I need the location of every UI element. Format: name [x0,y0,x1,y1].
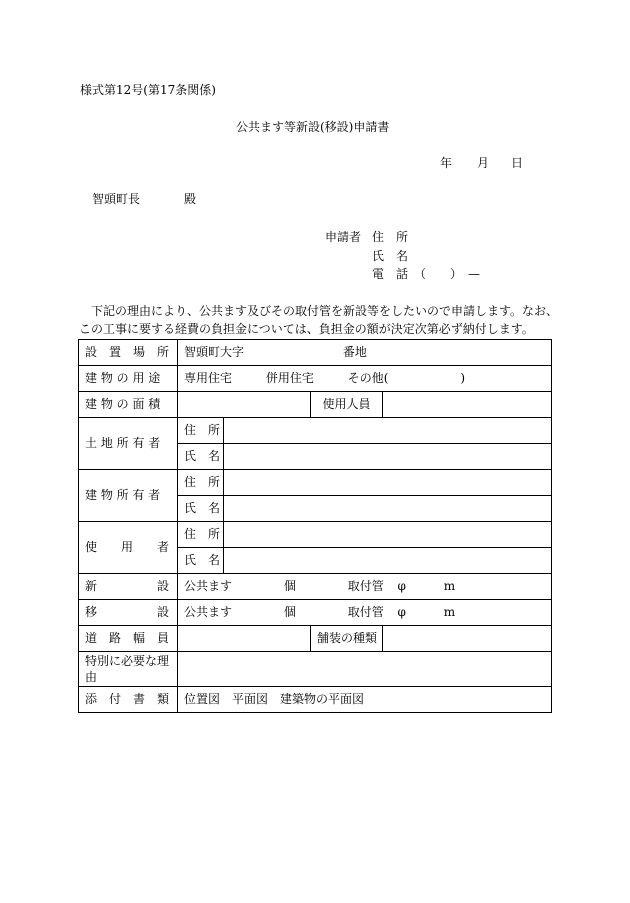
relocation-label: 移 設 [79,600,178,626]
body-text-line1: 下記の理由により、公共ます及びその取付管を新設等をしたいので申請します。なお、 [91,304,559,318]
attachments-label: 添 付 書 類 [79,687,178,713]
row-relocation [79,600,552,626]
user-address-label: 住 所 [178,522,224,548]
special-reason-label: 特別に必要な理由 [79,652,178,687]
new-install-item1: 公共ます [184,578,233,593]
usage-field[interactable] [178,366,552,392]
row-building-owner-address [79,470,552,496]
addressee-name: 智頭町長 [92,192,141,206]
occupants-field[interactable] [383,392,552,418]
relocation-field[interactable] [178,600,552,626]
document-title: 公共ます等新設(移設)申請書 [236,120,390,134]
land-owner-label: 土 地 所 有 者 [79,418,178,470]
occupants-label: 使用人員 [311,392,383,418]
user-address-field[interactable] [224,522,552,548]
date-year: 年 [440,156,453,170]
row-area [79,392,552,418]
building-owner-name-field[interactable] [224,496,552,522]
location-field[interactable] [178,340,552,366]
relocation-unit2: m [443,604,456,619]
new-install-field[interactable] [178,574,552,600]
body-text-line2: この工事に要する経費の負担金については、負担金の額が決定次第必ず納付します。 [79,322,534,336]
applicant-address-label: 住 所 [372,230,409,244]
new-install-label: 新 設 [79,574,178,600]
row-land-owner-address [79,418,552,444]
pavement-type-field[interactable] [383,626,552,652]
new-install-unit1: 個 [283,578,296,593]
special-reason-field[interactable] [178,652,552,687]
land-owner-address-field[interactable] [224,418,552,444]
usage-option-other[interactable]: その他( ) [347,370,466,385]
application-table [78,339,552,713]
row-user-address [79,522,552,548]
relocation-phi: φ [397,604,406,619]
building-owner-label: 建 物 所 有 者 [79,470,178,522]
relocation-item2: 取付管 [347,604,384,619]
form-number: 様式第12号(第17条関係) [80,83,216,97]
usage-option-private[interactable]: 専用住宅 [184,370,233,385]
addressee-honorific: 殿 [184,192,197,206]
date-month: 月 [477,156,490,170]
area-field[interactable] [178,392,311,418]
applicant-phone-label: 電 話 （ ） — [372,267,481,281]
user-name-label: 氏 名 [178,548,224,574]
relocation-item1: 公共ます [184,604,233,619]
row-attachments [79,687,552,713]
new-install-item2: 取付管 [347,578,384,593]
building-owner-name-label: 氏 名 [178,496,224,522]
building-owner-address-field[interactable] [224,470,552,496]
road-width-label: 道 路 幅 員 [79,626,178,652]
applicant-name-label: 氏 名 [372,249,409,263]
location-label: 設 置 場 所 [79,340,178,366]
land-owner-name-field[interactable] [224,444,552,470]
attachments-value: 位置図 平面図 建築物の平面図 [178,687,552,713]
relocation-unit1: 個 [283,604,296,619]
row-road-width [79,626,552,652]
new-install-unit2: m [443,578,456,593]
user-name-field[interactable] [224,548,552,574]
new-install-phi: φ [397,578,406,593]
applicant-label: 申請者 [325,230,362,244]
row-special-reason [79,652,552,687]
row-location [79,340,552,366]
land-owner-name-label: 氏 名 [178,444,224,470]
land-owner-address-label: 住 所 [178,418,224,444]
user-label: 使 用 者 [79,522,178,574]
location-suffix: 番地 [342,344,367,359]
building-owner-address-label: 住 所 [178,470,224,496]
location-value: 智頭町大字 [184,344,245,359]
road-width-field[interactable] [178,626,311,652]
row-new-install [79,574,552,600]
date-day: 日 [511,156,524,170]
row-usage [79,366,552,392]
area-label: 建 物 の 面 積 [79,392,178,418]
pavement-type-label: 舗装の種類 [311,626,383,652]
usage-label: 建 物 の 用 途 [79,366,178,392]
usage-option-shared[interactable]: 併用住宅 [265,370,314,385]
